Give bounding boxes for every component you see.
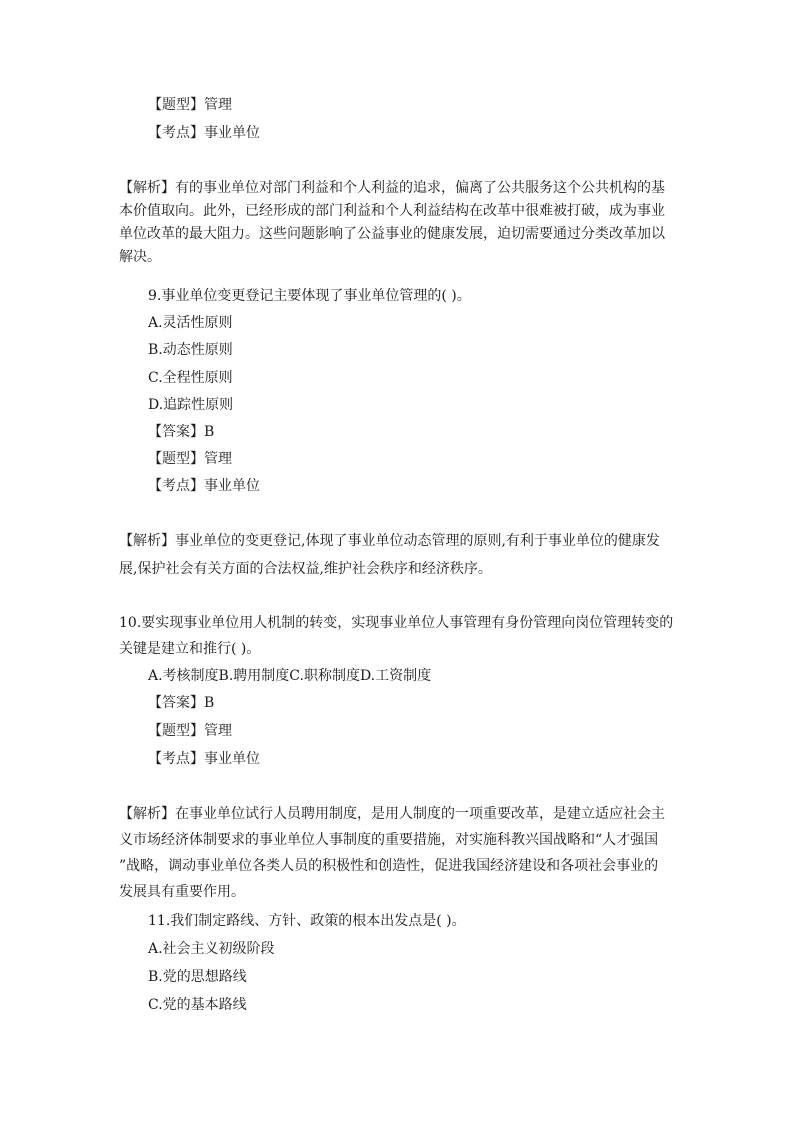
answer: 【答案】B	[148, 695, 215, 711]
question-type: 【题型】管理	[148, 97, 232, 113]
option-b: B.动态性原则	[148, 342, 233, 358]
question-10: 10.要实现事业单位用人机制的转变，实现事业单位人事管理有身份管理向岗位管理转变的	[119, 615, 674, 631]
analysis-line: 解决。	[119, 249, 161, 265]
analysis-line: 【解析】有的事业单位对部门利益和个人利益的追求，偏离了公共服务这个公共机构的基	[119, 180, 665, 196]
analysis-line: 展,保护社会有关方面的合法权益,维护社会秩序和经济秩序。	[119, 561, 492, 577]
analysis-line: ”战略，调动事业单位各类人员的积极性和创造性，促进我国经济建设和各项社会事业的	[119, 858, 659, 874]
option-d: D.追踪性原则	[148, 397, 234, 413]
exam-point: 【考点】事业单位	[148, 478, 260, 494]
option-a: A.社会主义初级阶段	[148, 941, 275, 957]
options-line: A.考核制度B.聘用制度C.职称制度D.工资制度	[148, 668, 432, 684]
option-b: B.党的思想路线	[148, 969, 247, 985]
analysis-line: 本价值取向。此外，已经形成的部门利益和个人利益结构在改革中很难被打破，成为事业	[119, 203, 665, 219]
option-c: C.全程性原则	[148, 370, 233, 386]
exam-point: 【考点】事业单位	[148, 751, 260, 767]
exam-point: 【考点】事业单位	[148, 125, 260, 141]
question-type: 【题型】管理	[148, 723, 232, 739]
question-10: 关键是建立和推行( )。	[119, 641, 261, 657]
question-11: 11.我们制定路线、方针、政策的根本出发点是( )。	[148, 913, 466, 929]
analysis-line: 单位改革的最大阻力。这些问题影响了公益事业的健康发展，迫切需要通过分类改革加以	[119, 226, 665, 242]
option-c: C.党的基本路线	[148, 997, 247, 1013]
answer: 【答案】B	[148, 424, 215, 440]
analysis-line: 义市场经济体制要求的事业单位人事制度的重要措施，对实施科教兴国战略和“人才强国	[119, 832, 659, 848]
option-a: A.灵活性原则	[148, 315, 233, 331]
analysis-line: 发展具有重要作用。	[119, 884, 245, 900]
question-type: 【题型】管理	[148, 451, 232, 467]
question-9: 9.事业单位变更登记主要体现了事业单位管理的( )。	[148, 288, 471, 304]
analysis-line: 【解析】事业单位的变更登记,体现了事业单位动态管理的原则,有利于事业单位的健康发	[119, 533, 660, 549]
analysis-line: 【解析】在事业单位试行人员聘用制度，是用人制度的一项重要改革，是建立适应社会主	[119, 806, 665, 822]
